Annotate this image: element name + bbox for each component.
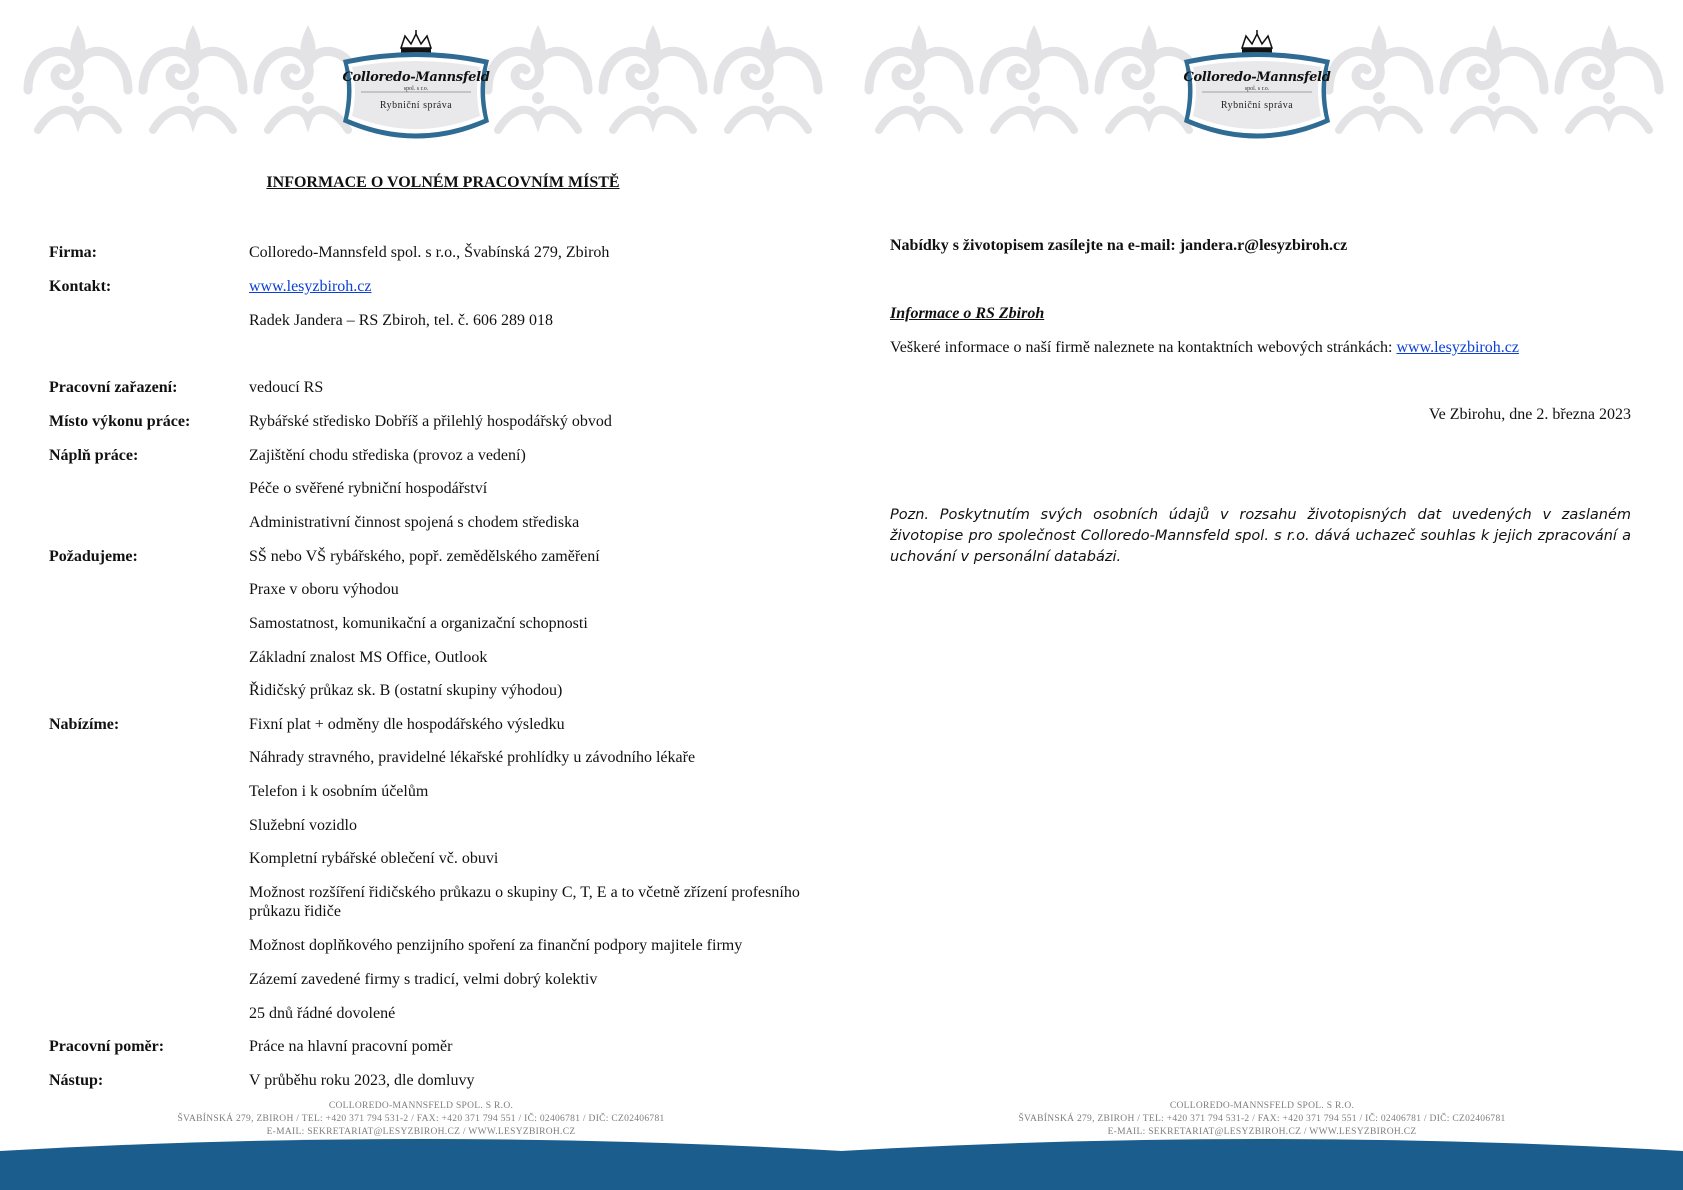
company-logo-dept: Rybniční správa <box>1220 100 1294 111</box>
website-link[interactable]: www.lesyzbiroh.cz <box>249 278 372 295</box>
row-value: Administrativní činnost spojená s chodem střediska <box>249 514 580 531</box>
footer-company: COLLOREDO-MANNSFELD SPOL. S R.O. <box>1169 1101 1355 1111</box>
row-value: V průběhu roku 2023, dle domluvy <box>249 1072 475 1089</box>
company-logo-name: Colloredo-Mannsfeld <box>342 70 490 85</box>
row-label: Náplň práce: <box>49 447 139 464</box>
row-value: 25 dnů řádné dovolené <box>249 1005 396 1022</box>
offer-text: Nabídky s životopisem zasílejte na e-mail: jandera.r@lesyzbiroh.cz <box>890 237 1348 254</box>
footer-email: E-MAIL: SEKRETARIAT@LESYZBIROH.CZ / WWW.LESYZBIROH.CZ <box>1107 1127 1417 1137</box>
row-value: Možnost rozšíření řidičského průkazu o skupiny C, T, E a to včetně zřízení profesního průkazu řidiče <box>249 884 800 920</box>
info-paragraph <box>890 338 1631 357</box>
crest-label <box>1172 70 1342 111</box>
company-logo-name: Colloredo-Mannsfeld <box>1183 70 1331 85</box>
website-link[interactable]: www.lesyzbiroh.cz <box>1396 339 1519 356</box>
crown-icon <box>1242 30 1272 53</box>
row-value: Colloredo-Mannsfeld spol. s r.o., Švabínská 279, Zbiroh <box>249 244 610 261</box>
row-label: Firma: <box>49 244 97 261</box>
row-value: Kompletní rybářské oblečení vč. obuvi <box>249 850 499 867</box>
crest-label <box>331 70 501 111</box>
crown-icon <box>401 30 431 53</box>
info-text: Veškeré informace o naší firmě naleznete na kontaktních webových stránkách: <box>890 339 1393 356</box>
row-label: Kontakt: <box>49 278 112 295</box>
info-heading: Informace o RS Zbiroh <box>890 305 1045 322</box>
company-logo-dept: Rybniční správa <box>379 100 453 111</box>
row-value: Zázemí zavedené firmy s tradicí, velmi dobrý kolektiv <box>249 971 598 988</box>
footer-address: ŠVABÍNSKÁ 279, ZBIROH / TEL: +420 371 794 531-2 / FAX: +420 371 794 551 / IČ: 02406781 / DIČ: CZ02406781 <box>1018 1114 1506 1124</box>
row-value: Rybářské středisko Dobříš a přilehlý hospodářský obvod <box>249 413 612 430</box>
row-label: Pracovní poměr: <box>49 1038 165 1055</box>
row-value: SŠ nebo VŠ rybářského, popř. zemědělského zaměření <box>249 548 600 565</box>
wave-footer <box>841 1135 1683 1190</box>
footer-address: ŠVABÍNSKÁ 279, ZBIROH / TEL: +420 371 794 531-2 / FAX: +420 371 794 551 / IČ: 02406781 / DIČ: CZ02406781 <box>177 1114 665 1124</box>
row-value: Náhrady stravného, pravidelné lékařské prohlídky u závodního lékaře <box>249 749 696 766</box>
page-title: INFORMACE O VOLNÉM PRACOVNÍM MÍSTĚ <box>266 174 620 191</box>
row-value: Praxe v oboru výhodou <box>249 581 399 598</box>
company-logo-sub: spol. s r.o. <box>403 86 429 92</box>
footer-company: COLLOREDO-MANNSFELD SPOL. S R.O. <box>328 1101 514 1111</box>
row-label: Nástup: <box>49 1072 104 1089</box>
row-value: Radek Jandera – RS Zbiroh, tel. č. 606 289 018 <box>249 312 553 329</box>
row-label: Nabízíme: <box>49 716 120 733</box>
footer-email: E-MAIL: SEKRETARIAT@LESYZBIROH.CZ / WWW.LESYZBIROH.CZ <box>266 1127 576 1137</box>
date-text: Ve Zbirohu, dne 2. března 2023 <box>1428 406 1631 423</box>
row-value: Řidičský průkaz sk. B (ostatní skupiny výhodou) <box>249 682 563 699</box>
privacy-note: Pozn. Poskytnutím svých osobních údajů v rozsahu životopisných dat uvedených v zaslaném životopise pro společnost Colloredo-Mannsfeld spol. s r.o. dává uchazeč souhlas k jejich zpracování a uchování v personální databázi. <box>890 507 1631 565</box>
document-page-right <box>841 0 1683 1190</box>
row-value: Základní znalost MS Office, Outlook <box>249 649 488 666</box>
wave-footer <box>0 1135 842 1190</box>
row-value: Telefon i k osobním účelům <box>249 783 429 800</box>
row-value: Možnost doplňkového penzijního spoření za finanční podpory majitele firmy <box>249 937 743 954</box>
row-value: Práce na hlavní pracovní poměr <box>249 1038 453 1055</box>
row-label: Požadujeme: <box>49 548 138 565</box>
row-label: Místo výkonu práce: <box>49 413 191 430</box>
row-value: Zajištění chodu střediska (provoz a vedení) <box>249 447 526 464</box>
row-value: Fixní plat + odměny dle hospodářského výsledku <box>249 716 565 733</box>
row-value: Samostatnost, komunikační a organizační schopnosti <box>249 615 588 632</box>
row-value: Služební vozidlo <box>249 817 357 834</box>
row-value: vedoucí RS <box>249 379 324 396</box>
row-label: Pracovní zařazení: <box>49 379 178 396</box>
row-value: Péče o svěřené rybniční hospodářství <box>249 480 488 497</box>
company-logo-sub: spol. s r.o. <box>1244 86 1270 92</box>
page-footer <box>841 1100 1683 1139</box>
page-footer <box>0 1100 842 1139</box>
